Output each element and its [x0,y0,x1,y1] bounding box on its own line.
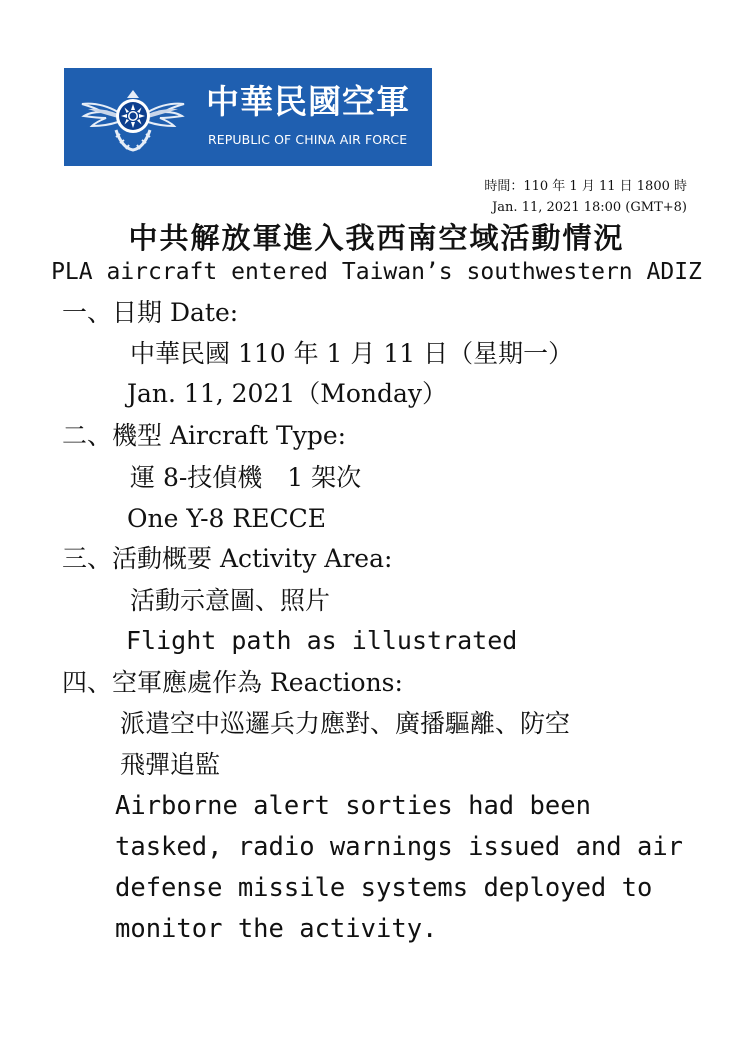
section-heading-aircraft-type: 二、機型 Aircraft Type: [62,421,347,450]
date-chinese: 中華民國 110 年 1 月 11 日（星期一） [130,339,574,368]
reactions-english-line-3: defense missile systems deployed to [115,873,653,903]
raf-logo-banner [64,68,432,166]
reactions-english-line-1: Airborne alert sorties had been [115,791,591,821]
document-title-chinese: 中共解放軍進入我西南空域活動情況 [128,221,625,255]
section-heading-reactions: 四、空軍應處作為 Reactions: [62,668,403,697]
activity-chinese: 活動示意圖、照片 [130,586,331,615]
reactions-chinese-line-1: 派遣空中巡邏兵力應對、廣播驅離、防空 [120,709,571,738]
section-heading-date: 一、日期 Date: [62,298,239,327]
section-heading-activity-area: 三、活動概要 Activity Area: [62,544,393,573]
issue-time-chinese: 時間：110 年 1 月 11 日 1800 時 [484,179,687,194]
org-name-english: REPUBLIC OF CHINA AIR FORCE [208,132,408,147]
document-title-english: PLA aircraft entered Taiwan’s southwestern ADIZ [51,259,702,285]
reactions-english-line-2: tasked, radio warnings issued and air [115,832,684,862]
reactions-english-line-4: monitor the activity. [115,914,438,944]
date-english: Jan. 11, 2021（Monday） [127,379,448,408]
air-force-emblem-icon [78,78,188,156]
activity-english: Flight path as illustrated [126,626,518,655]
reactions-chinese-line-2: 飛彈追監 [120,750,221,779]
issue-time-english: Jan. 11, 2021 18:00 (GMT+8) [492,200,687,215]
org-name-chinese: 中華民國空軍 [206,82,410,121]
aircraft-english: One Y-8 RECCE [127,504,326,533]
aircraft-chinese: 運 8-技偵機 1 架次 [130,463,362,492]
